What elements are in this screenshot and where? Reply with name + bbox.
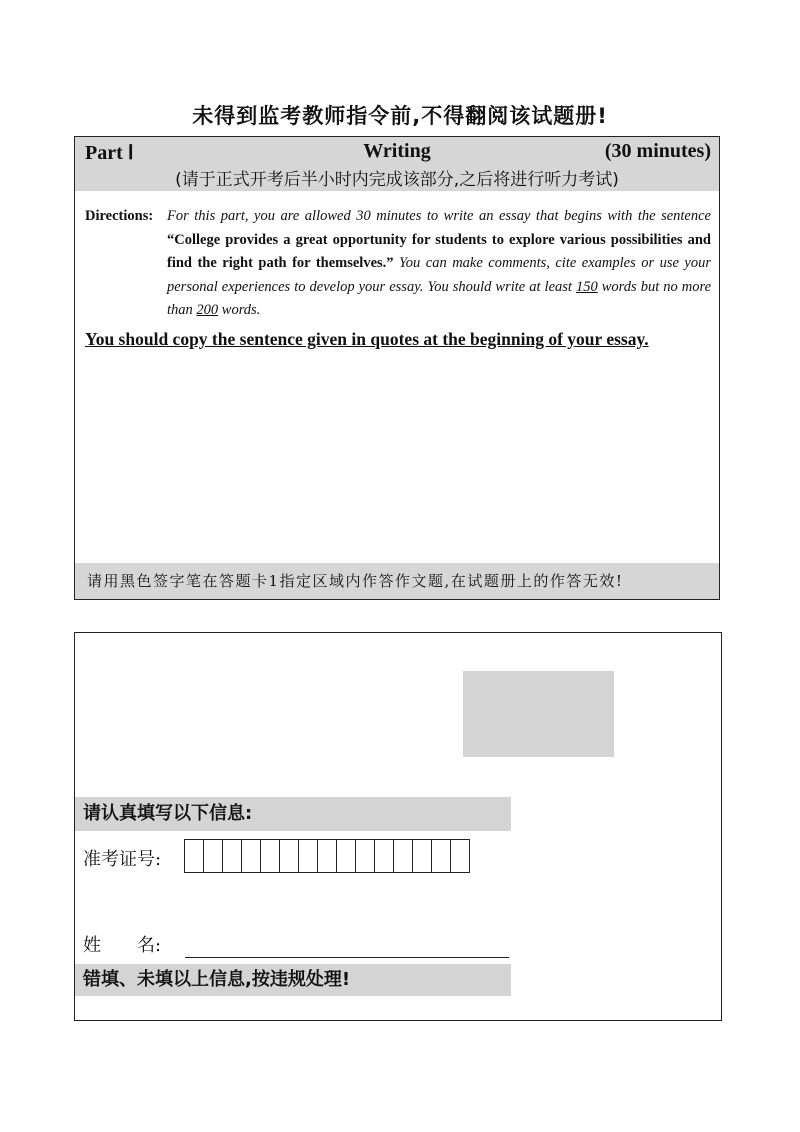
exam-id-digit-box[interactable] [393,839,413,873]
top-warning: 未得到监考教师指令前,不得翻阅该试题册! [192,104,608,128]
name-field[interactable] [185,957,509,958]
directions-text-3: words but no more than [167,278,712,318]
directions-label: Directions: [85,208,154,224]
exam-id-digit-box[interactable] [336,839,356,873]
exam-id-digit-box[interactable] [374,839,394,873]
exam-id-digit-box[interactable] [298,839,318,873]
name-label: 姓 名: [83,935,162,956]
photo-area [463,671,614,757]
directions [85,205,711,323]
section-title: Writing [363,140,431,162]
part-label: Part Ⅰ [85,142,134,164]
exam-id-digit-box[interactable] [241,839,261,873]
directions-text [167,205,711,323]
exam-id-digit-box[interactable] [317,839,337,873]
section-subtitle: (请于正式开考后半小时内完成该部分,之后将进行听力考试) [175,170,619,190]
exam-id-digit-box[interactable] [431,839,451,873]
candidate-info-box [74,632,722,1021]
directions-text-2: You can make comments, cite examples or use your personal experiences to develop your essay. You should write at least [167,255,712,295]
exam-id-digit-box[interactable] [279,839,299,873]
exam-id-digit-box[interactable] [412,839,432,873]
exam-id-digit-box[interactable] [260,839,280,873]
min-words: 150 [575,278,598,295]
exam-id-label: 准考证号: [83,849,162,870]
info-footer-warning: 错填、未填以上信息,按违规处理! [75,964,511,996]
essay-prompt-quote: “College provides a great opportunity for students to explore various possibilities and find the right path for themselves.” [167,231,711,271]
writing-section [74,136,720,600]
section-footer-note: 请用黑色签字笔在答题卡1指定区域内作答作文题,在试题册上的作答无效! [75,563,719,599]
info-header: 请认真填写以下信息: [75,797,511,831]
directions-text-1: For this part, you are allowed 30 minutes to write an essay that begins with the sentence [167,208,711,224]
time-limit: (30 minutes) [604,140,711,162]
directions-text-4: words. [221,302,261,318]
exam-id-boxes[interactable] [185,839,470,873]
name-row [83,931,161,957]
section-header [75,137,719,191]
exam-id-digit-box[interactable] [222,839,242,873]
exam-id-digit-box[interactable] [184,839,204,873]
exam-id-digit-box[interactable] [450,839,470,873]
exam-id-digit-box[interactable] [203,839,223,873]
copy-instruction: You should copy the sentence given in quotes at the beginning of your essay. [85,329,649,349]
exam-id-digit-box[interactable] [355,839,375,873]
max-words: 200 [196,302,219,318]
